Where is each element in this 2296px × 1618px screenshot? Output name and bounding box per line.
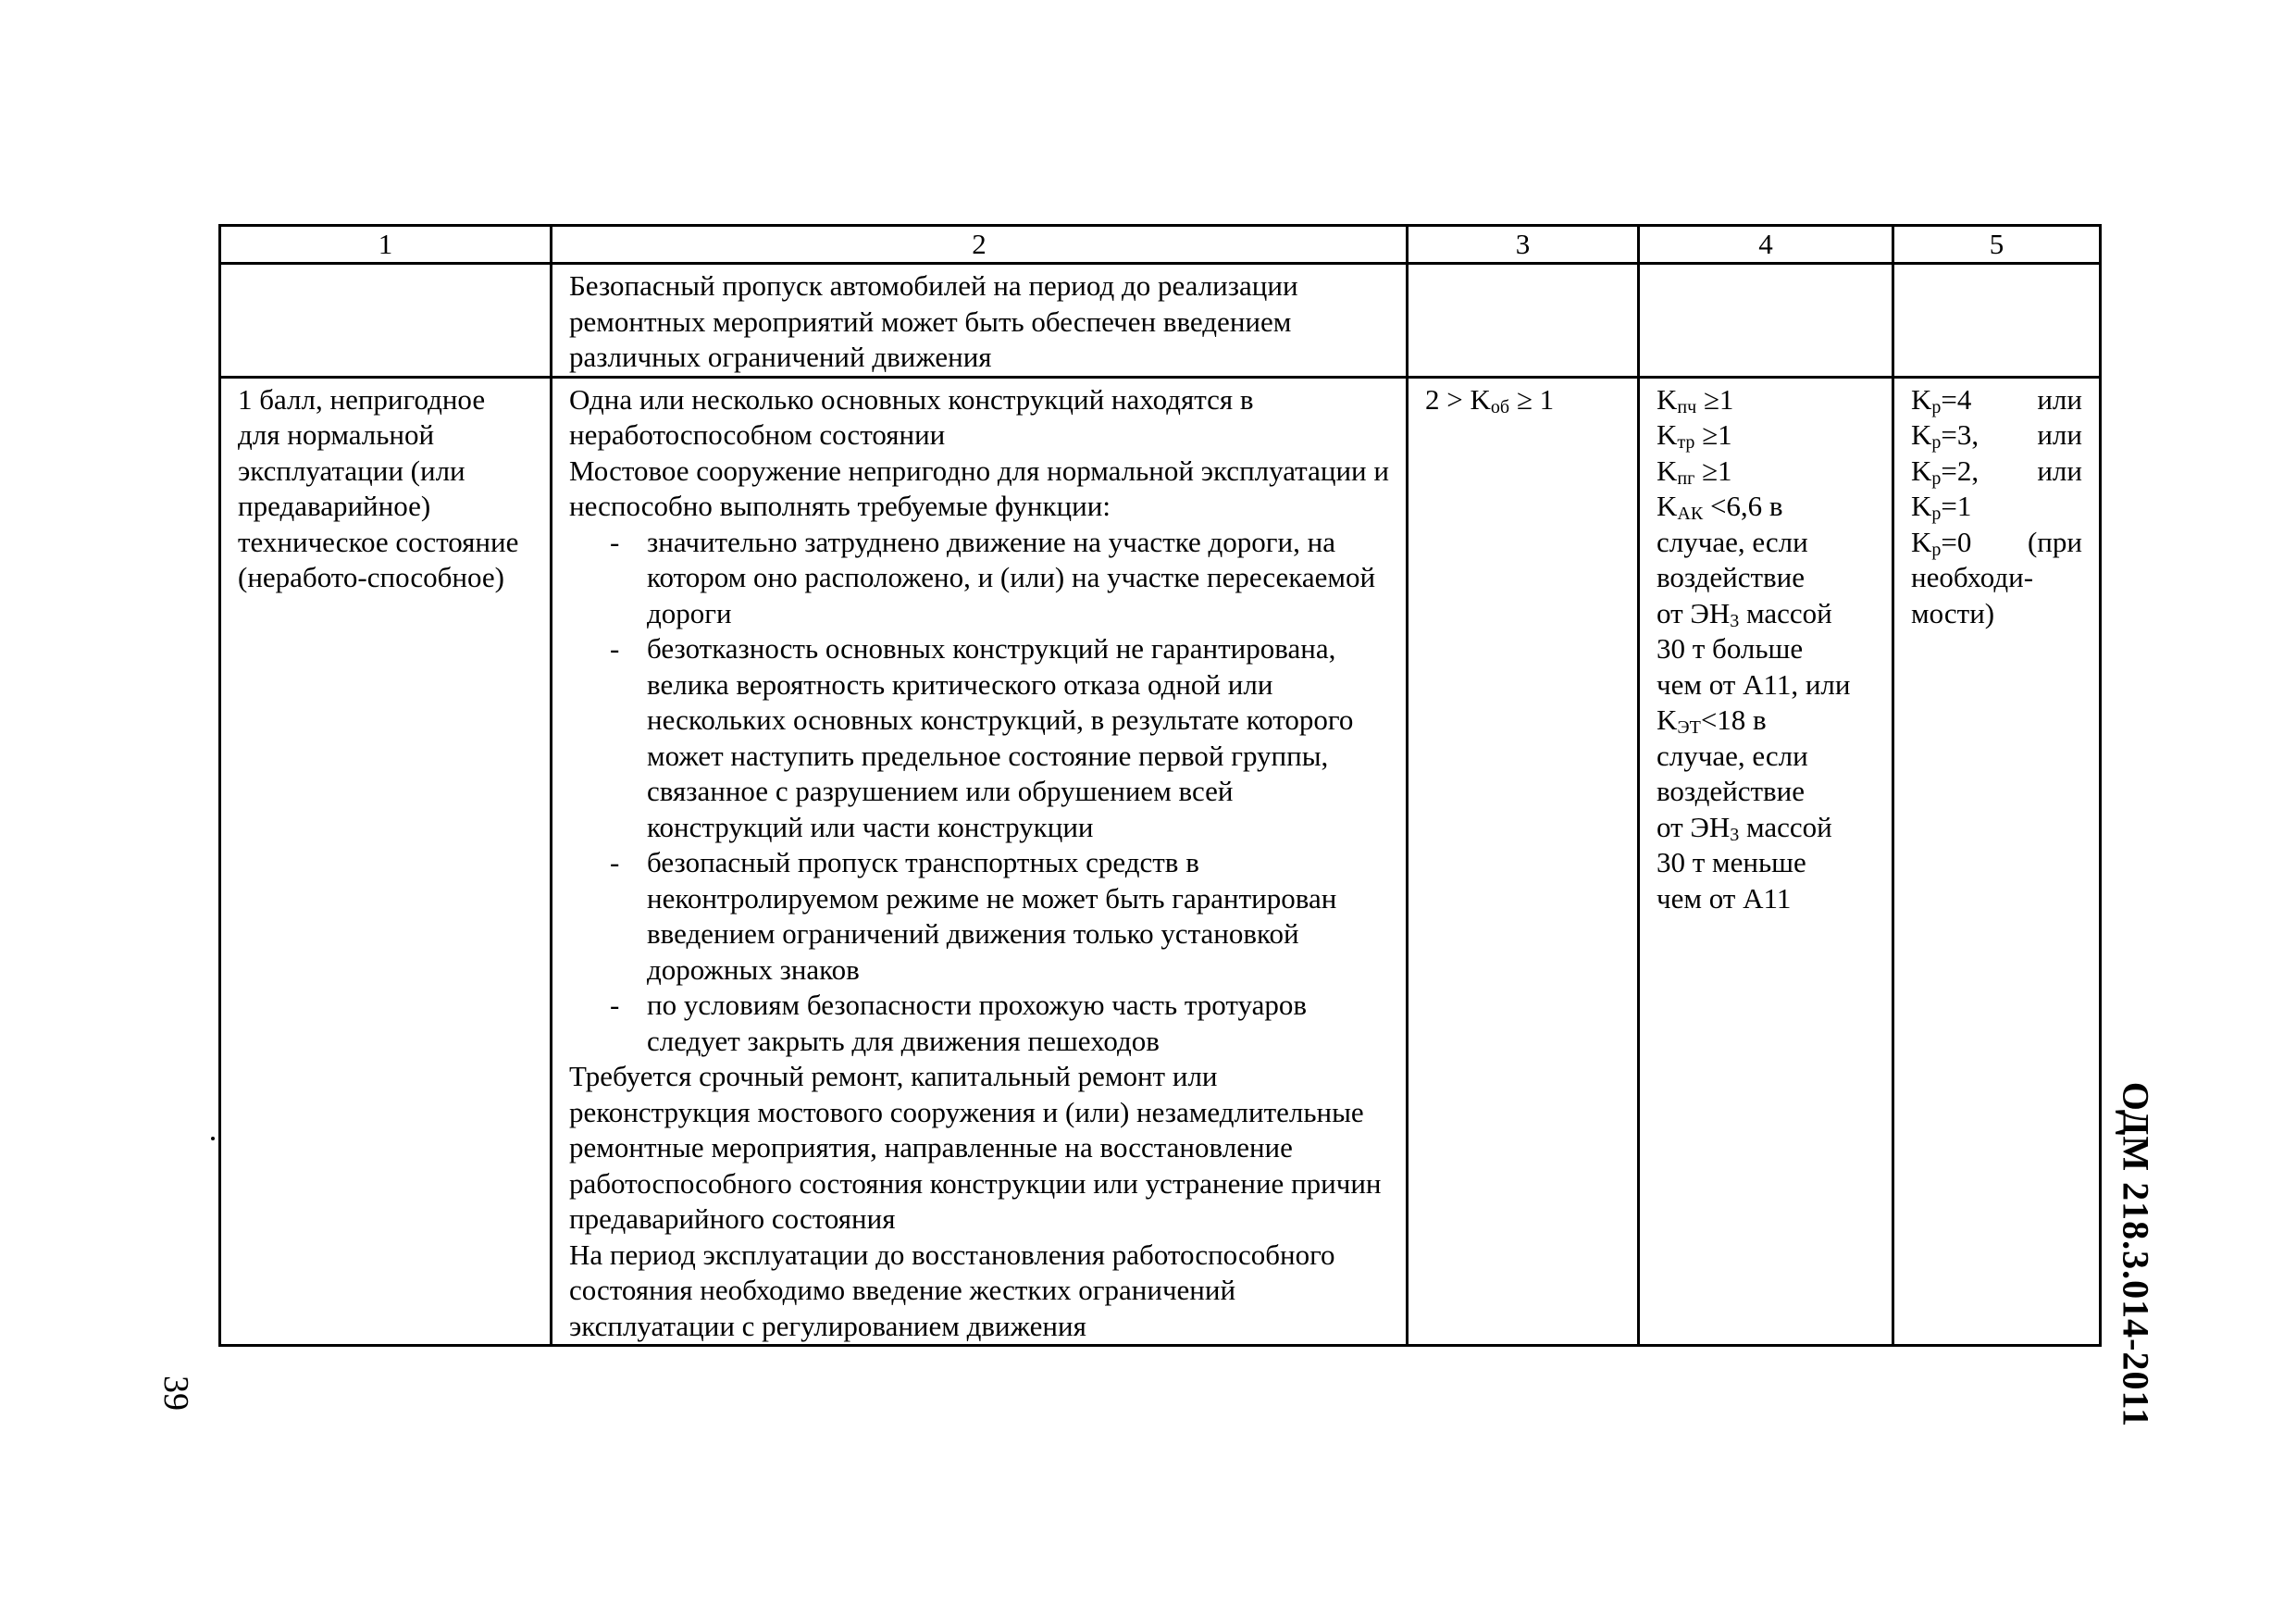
- header-cell-5: 5: [1893, 226, 2101, 264]
- criteria-cell: [1639, 377, 1893, 1346]
- requirements-table: [218, 224, 2102, 1347]
- repair-coefficient-cell: [1893, 377, 2101, 1346]
- criterion-text: воздействие: [1657, 775, 1806, 807]
- criterion-k3: $K_{пг} \ge 1$: [1657, 454, 1732, 489]
- document-code-label: ОДМ 218.3.014-2011: [2115, 1081, 2157, 1427]
- continuation-cell-3: [1408, 264, 1639, 378]
- condition-cell: [220, 377, 552, 1346]
- description-cell: [552, 377, 1408, 1346]
- description-list: [569, 525, 1389, 1060]
- continuation-cell-1: [220, 264, 552, 378]
- repair-line-7: мости): [1911, 596, 1995, 629]
- header-cell-1: 1: [220, 226, 552, 264]
- criterion-text: от $ЭН_3$ массой: [1657, 810, 1832, 845]
- continuation-cell-5: [1893, 264, 2101, 378]
- criterion-text: чем от А11: [1657, 881, 1792, 915]
- table-header-row: [220, 226, 2101, 264]
- criterion-k1: $K_{пч} \ge 1$: [1657, 382, 1734, 417]
- list-item: - по условиям безопасности прохожую часть тротуаров следует закрыть для движения пешеходов: [569, 988, 1389, 1059]
- continuation-cell-2: [552, 264, 1408, 378]
- list-item: - значительно затруднено движение на участке дороги, на котором оно расположено, и (или) на участке пересекаемой дороги: [569, 525, 1389, 632]
- header-cell-2: 2: [552, 226, 1408, 264]
- continuation-text: Безопасный пропуск автомобилей на период до реализации ремонтных мероприятий может быть обеспечен введением различных ограничений движения: [569, 269, 1298, 373]
- header-cell-3: 3: [1408, 226, 1639, 264]
- table-row: [220, 377, 2101, 1346]
- criterion-k2: $K_{тр} \ge 1$: [1657, 418, 1732, 453]
- repair-line-3: $K_р=2$, или: [1911, 454, 2082, 489]
- description-para-3: Требуется срочный ремонт, капитальный ремонт или реконструкция мостового сооружения и (или) незамедлительные ремонтные мероприятия, направленные на восстановление работоспособного состояния конструкции или устранение причин предаварийного состояния: [569, 1060, 1382, 1235]
- criterion-text: от $ЭН_3$ массой: [1657, 596, 1832, 631]
- criterion-text: случае, если: [1657, 739, 1808, 772]
- repair-line-5: $K_р=0$ (при: [1911, 525, 2082, 560]
- coefficient-cell: [1408, 377, 1639, 1346]
- criterion-text: случае, если: [1657, 525, 1808, 558]
- page-number: 39: [156, 1375, 195, 1411]
- repair-line-6: необходи-: [1911, 561, 2034, 593]
- description-para-2: Мостовое сооружение непригодно для нормальной эксплуатации и неспособно выполнять требуемые функции:: [569, 454, 1389, 522]
- table-row-continuation: [220, 264, 2101, 378]
- repair-line-4: $K_р=1$: [1911, 490, 1972, 524]
- criterion-text: чем от А11, или: [1657, 667, 1851, 701]
- condition-text: 1 балл, непригодное для нормальной эксплуатации (или предаварийное) техническое состояние (неработо-способное): [238, 382, 519, 593]
- header-cell-4: 4: [1639, 226, 1893, 264]
- repair-line-1: $K_р=4$ или: [1911, 382, 2082, 417]
- list-item: - безотказность основных конструкций не гарантирована, велика вероятность критического отказа одной или нескольких основных конструкций, в результате которого может наступить предельное состояние первой группы, связанное с разрушением или обрушением всей конструкций или части конструкции: [569, 631, 1389, 845]
- criterion-text: 30 т меньше: [1657, 846, 1806, 878]
- description-para-1: Одна или несколько основных конструкций находятся в неработоспособном состоянии: [569, 382, 1254, 451]
- coefficient-range: $2 > K_{об} \ge 1$: [1425, 382, 1555, 417]
- list-item: - безопасный пропуск транспортных средств в неконтролируемом режиме не может быть гарантирован введением ограничений движения только установкой дорожных знаков: [569, 845, 1389, 988]
- scan-mark: [211, 1137, 215, 1140]
- criterion-k5: $K_{ЭТ}<18$ в: [1657, 703, 1767, 738]
- criterion-text: воздействие: [1657, 561, 1806, 593]
- description-para-4: На период эксплуатации до восстановления работоспособного состояния необходимо введение жестких ограничений эксплуатации с регулированием движения: [569, 1238, 1335, 1342]
- continuation-cell-4: [1639, 264, 1893, 378]
- repair-line-2: $K_р=3$, или: [1911, 418, 2082, 453]
- criterion-k4: $K_{АК} <6,6$ в: [1657, 490, 1783, 524]
- criterion-text: 30 т больше: [1657, 632, 1804, 665]
